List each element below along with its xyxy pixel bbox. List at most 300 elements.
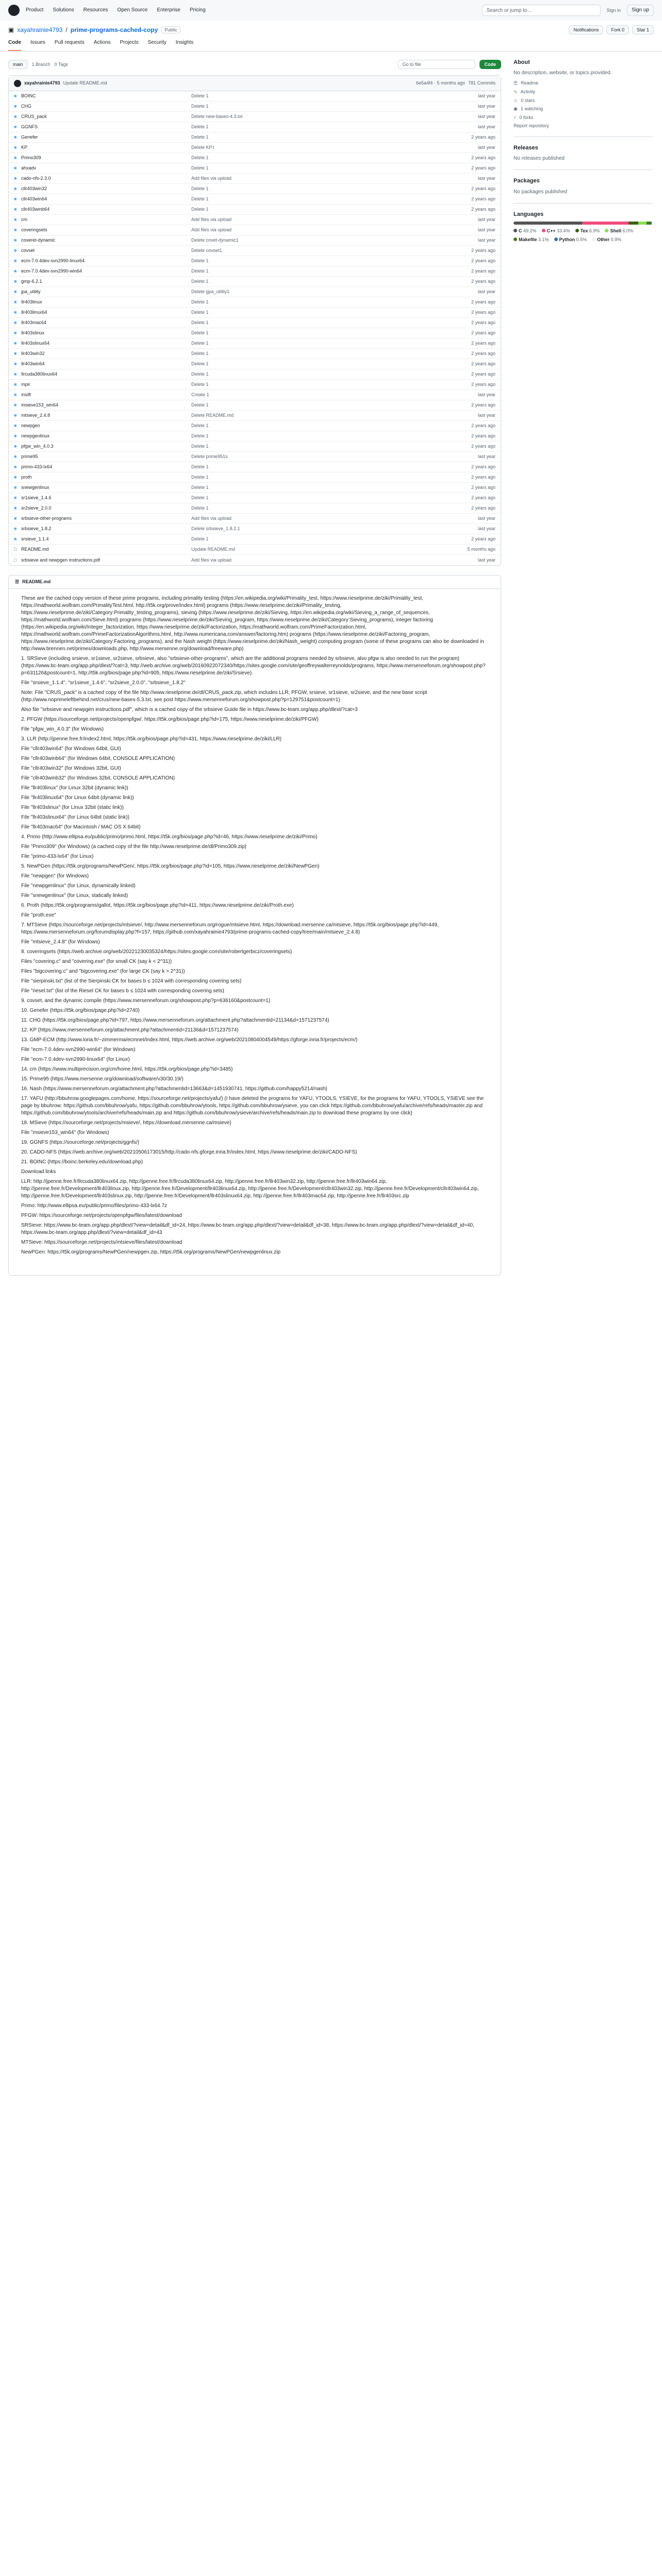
commit-age: 2 years ago: [471, 402, 495, 408]
file-name-link[interactable]: pfgw_win_4.0.3: [21, 444, 54, 449]
commit-message-link[interactable]: Delete srbsieve_1.8.2.1: [191, 526, 240, 532]
folder-icon: ■: [14, 361, 17, 367]
folder-icon: ■: [14, 474, 17, 480]
book-icon: ☰: [15, 579, 20, 585]
commit-message-link[interactable]: Add files via upload: [191, 227, 232, 233]
sign-up-button[interactable]: Sign up: [627, 5, 654, 16]
file-row: [9, 318, 501, 328]
commit-message-link[interactable]: Delete 1: [191, 134, 209, 140]
commit-message-link[interactable]: Add files via upload: [191, 176, 232, 181]
folder-icon: ■: [14, 155, 17, 161]
language-name: Shell: [610, 228, 623, 234]
language-bar-segment: [647, 222, 651, 225]
commit-age: 2 years ago: [471, 505, 495, 511]
language-dot-icon: [514, 229, 517, 232]
readme-paragraph: File "msieve153_win64" (for Windows): [21, 1130, 109, 1136]
commit-message-link[interactable]: Delete 1: [191, 310, 209, 315]
file-name-link[interactable]: llr403linux: [21, 299, 42, 305]
branches-link[interactable]: 1 Branch: [31, 61, 51, 67]
commit-message-link[interactable]: Delete 1: [191, 165, 209, 171]
commit-age: 2 years ago: [471, 382, 495, 387]
file-row: [9, 122, 501, 132]
file-row: [9, 246, 501, 256]
file-row: [9, 524, 501, 534]
commit-message-link[interactable]: Delete new-bases-4.3.txt: [191, 114, 243, 120]
folder-icon: ■: [14, 392, 17, 398]
file-name-link[interactable]: llr403slinux64: [21, 341, 50, 346]
commit-message-link[interactable]: Delete 1: [191, 104, 209, 109]
file-name-link[interactable]: GGNFS: [21, 124, 38, 130]
readme-paragraph: 10. Genefer (https://t5k.org/bios/page.php?id=2740): [21, 1008, 140, 1013]
readme-paragraph: File "cllr403win64" (for Windows 64bit, GUI): [21, 746, 121, 752]
file-name-link[interactable]: mtsieve_2.4.8: [21, 413, 51, 418]
folder-icon: ■: [14, 485, 17, 490]
readme-title[interactable]: README.md: [22, 579, 51, 585]
language-bar-segment: [628, 222, 638, 225]
folder-icon: ■: [14, 227, 17, 233]
folder-icon: ■: [14, 186, 17, 192]
readme-paragraph: File "sierpinski.txt" (list of the Sierpinski CK for bases b ≤ 1024 with corresponding covering sets): [21, 978, 242, 984]
file-name-link[interactable]: srbsieve and newpgen instructions.pdf: [21, 557, 101, 563]
language-name: Python: [559, 236, 576, 242]
notifications-button[interactable]: Notifications: [569, 25, 603, 35]
file-name-link[interactable]: newpgenlinux: [21, 433, 50, 439]
commit-message-link[interactable]: Delete gpa_utility1: [191, 289, 230, 295]
tab-issues[interactable]: Issues: [30, 40, 45, 45]
file-name-link[interactable]: cado-nfs-2.3.0: [21, 176, 51, 181]
commit-message-link[interactable]: Add files via upload: [191, 516, 232, 521]
commit-age: 2 years ago: [471, 361, 495, 367]
tags-link[interactable]: 0 Tags: [54, 61, 68, 67]
file-name-link[interactable]: llr403slinux: [21, 330, 45, 336]
file-name-link[interactable]: llr403mac64: [21, 320, 47, 326]
commit-message-link[interactable]: Delete 1: [191, 485, 209, 490]
readme-paragraph: Note: File "CRUS_pack" is a cached copy of the file http://www.rieselprime.de/dl/CRUS_pack.zip, which includes LLR, PFGW, srsieve, sr1sieve, sr2sieve, and the new base script (http://www.noprimeleftbehind.net/crus/new-bases-5.3.txt, see post https://www.mersenneforum.org/showpost.php?p=129751&postcount=1): [21, 690, 427, 703]
file-row: [9, 400, 501, 411]
commit-message-link[interactable]: Delete 1: [191, 330, 209, 336]
sidebar-item-label: Activity: [520, 89, 536, 94]
commit-message-link[interactable]: Delete 1: [191, 268, 209, 274]
readme-paragraph: Also file "srbsieve and newpgen instructions.pdf", which is a cached copy of the srbsieve Guide file in https://www.bc-team.org/app.php/dlext/?cat=3: [21, 707, 358, 713]
file-row: [9, 174, 501, 184]
file-row: [9, 132, 501, 143]
file-name-link[interactable]: snewgenlinux: [21, 485, 49, 490]
language-percent: 6.9%: [589, 228, 600, 234]
file-name-link[interactable]: cllr403win64: [21, 196, 47, 202]
folder-icon: ■: [14, 423, 17, 429]
language-bar: [514, 222, 653, 225]
commit-message-link[interactable]: Delete KP.t: [191, 145, 214, 150]
commit-message-link[interactable]: Delete 1: [191, 505, 209, 511]
sidebar-item-label: 1 watching: [520, 106, 543, 112]
folder-icon: ■: [14, 238, 17, 243]
commit-message-link[interactable]: Delete 1: [191, 320, 209, 326]
commit-message-link[interactable]: Delete 1: [191, 186, 209, 192]
avatar[interactable]: [14, 80, 21, 87]
commit-message-link[interactable]: Delete 1: [191, 474, 209, 480]
commit-message-link[interactable]: Delete 1: [191, 371, 209, 377]
commit-age: 2 years ago: [471, 299, 495, 305]
folder-icon: ■: [14, 217, 17, 223]
readme-paragraph: 9. covset, and the dynamic compile (https://www.mersenneforum.org/showpost.php?p=636160&postcount=1): [21, 998, 271, 1004]
folder-icon: ■: [14, 268, 17, 274]
file-name-link[interactable]: llr403win32: [21, 351, 45, 357]
file-name-link[interactable]: llr403win64: [21, 361, 45, 367]
activity-link[interactable]: [514, 89, 653, 95]
file-row: [9, 235, 501, 246]
file-table: [8, 75, 501, 566]
readme-body: [9, 589, 501, 1265]
readme-paragraph: File "pfgw_win_4.0.3" (for Windows): [21, 726, 104, 732]
language-dot-icon: [592, 238, 595, 241]
folder-icon: ■: [14, 371, 17, 377]
search-input[interactable]: Search or jump to...: [482, 5, 601, 16]
file-name-link[interactable]: mpir: [21, 382, 30, 387]
readme-paragraph: File "cllr403winb32" (for Windows 32bit, CONSOLE APPLICATION): [21, 775, 175, 781]
folder-icon: ■: [14, 196, 17, 202]
tab-security[interactable]: Security: [147, 40, 167, 45]
commit-age: 2 years ago: [471, 207, 495, 212]
commit-message-link[interactable]: Delete 1: [191, 464, 209, 470]
file-row: [9, 545, 501, 555]
report-link[interactable]: [514, 123, 653, 129]
file-name-link[interactable]: newpgen: [21, 423, 40, 429]
commit-age: 2 years ago: [471, 464, 495, 470]
language-item[interactable]: [605, 228, 633, 234]
commit-message-link[interactable]: Delete 1: [191, 495, 209, 501]
commit-age: last year: [477, 238, 495, 243]
repo-tabs: [0, 39, 662, 52]
sidebar-item-label: Readme: [521, 80, 539, 86]
file-row: [9, 91, 501, 101]
code-button[interactable]: Code: [479, 60, 502, 70]
language-name: Other: [597, 236, 611, 242]
readme-paragraph: 12. KP (https://www.mersenneforum.org/attachment.php?attachmentid=21136&d=1571237574): [21, 1027, 239, 1033]
commit-message-link[interactable]: Delete covset1: [191, 248, 222, 253]
commit-message-link[interactable]: Delete 1: [191, 433, 209, 439]
nav-item[interactable]: Enterprise: [157, 7, 180, 13]
commit-message-link[interactable]: Delete 1: [191, 258, 209, 264]
file-name-link[interactable]: README.md: [21, 547, 49, 552]
readme-paragraph: 19. GGNFS (https://sourceforge.net/projects/ggnfs/): [21, 1140, 139, 1145]
folder-icon: ■: [14, 433, 17, 439]
file-name-link[interactable]: gmp-6.2.1: [21, 279, 42, 284]
visibility-badge: Public: [161, 26, 181, 34]
file-name-link[interactable]: jpa_utility: [21, 289, 41, 295]
commit-age: 2 years ago: [471, 165, 495, 171]
file-name-link[interactable]: cllr403winb64: [21, 207, 50, 212]
repo-icon: ▣: [8, 26, 14, 33]
file-row: [9, 287, 501, 297]
language-dot-icon: [605, 229, 608, 232]
readme-paragraph: File "newpgenlinux" (for Linux, dynamically linked): [21, 883, 136, 889]
readme-paragraph: NewPGen: https://t5k.org/programs/NewPGen/newpgen.zip, https://t5k.org/programs/NewPGen/newpgenlinux.zip: [21, 1249, 281, 1255]
commit-age: last year: [477, 217, 495, 223]
main-column: [8, 59, 501, 1276]
commit-message-link[interactable]: Add files via upload: [191, 217, 232, 223]
readme-paragraph: Primo: http://www.ellipsa.eu/public/primo/files/primo-433-lx64.7z: [21, 1203, 167, 1209]
readme-paragraph: 2. PFGW (https://sourceforge.net/projects/openpfgw/, https://t5k.org/bios/page.php?id=175, https://www.rieselprime.de/ziki/PFGW): [21, 717, 319, 722]
commit-age: last year: [477, 526, 495, 532]
file-row: [9, 421, 501, 431]
global-nav: [26, 7, 206, 14]
readme-paragraph: File "proth.exe": [21, 912, 56, 918]
commit-age: 2 years ago: [471, 330, 495, 336]
tab-projects[interactable]: Projects: [120, 40, 139, 45]
language-item[interactable]: [514, 228, 537, 234]
commit-message-link[interactable]: Delete 1: [191, 155, 209, 161]
readme-paragraph: 1. SRSieve (including srsieve, sr1sieve, sr2sieve, srbsieve, also "srbsieve-other-programs", which are the additional programs needed by srbsieve, also pfgw is also needed to run the program) (https://www.bc-team.org/app.php/dlext/?cat=3, http://web.archive.org/web/20160922072340/https://sites.google.com/site/geoffreywalterreynolds/programs, https://www.mersenneforum.org/showpost.php?p=631126&postcount=1, http://t5k.org/bios/page.php?id=905, https://www.rieselprime.de/ziki/Srsieve).: [21, 656, 486, 676]
file-name-link[interactable]: llrcuda380linux64: [21, 371, 58, 377]
folder-icon: ■: [14, 413, 17, 418]
file-name-link[interactable]: KP: [21, 145, 28, 150]
file-name-link[interactable]: msift: [21, 392, 31, 398]
language-item[interactable]: [514, 236, 549, 243]
commit-message-link[interactable]: Delete 1: [191, 196, 209, 202]
readme-paragraph: File "primo-433-lx64" (for Linux): [21, 854, 94, 859]
watching-link[interactable]: [514, 106, 653, 112]
commit-age: last year: [477, 93, 495, 99]
commit-message-link[interactable]: Delete 1: [191, 402, 209, 408]
commit-age: last year: [477, 114, 495, 120]
readme-paragraph: 4. Primo (http://www.ellipsa.eu/public/primo/primo.html, https://t5k.org/bios/page.php?id=46, https://www.rieselprime.de/ziki/Primo): [21, 834, 318, 840]
sign-in-link[interactable]: Sign in: [606, 7, 621, 13]
readme-paragraph: 3. LLR (http://jpenne.free.fr/index2.html, https://t5k.org/bios/page.php?id=431, https://www.rieselprime.de/ziki/LLR): [21, 736, 282, 742]
file-row: [9, 112, 501, 122]
tab-actions[interactable]: Actions: [93, 40, 111, 45]
readme-paragraph: File "snewgenlinux" (for Linux, statically linked): [21, 893, 128, 899]
file-name-link[interactable]: srbsieve_1.8.2: [21, 526, 52, 532]
repo-actions: [569, 25, 654, 35]
star-icon: ☆: [514, 97, 518, 103]
divider: [514, 203, 653, 204]
nav-item[interactable]: Solutions: [53, 7, 74, 13]
commit-message-link[interactable]: Delete 1: [191, 299, 209, 305]
commit-message-link[interactable]: Delete 1: [191, 351, 209, 357]
folder-icon: ■: [14, 299, 17, 305]
commit-age: 2 years ago: [471, 320, 495, 326]
readme-paragraph: Files "covering.c" and "covering.exe" (for small CK (say k < 2^31)): [21, 959, 172, 964]
language-percent: 49.2%: [523, 228, 537, 234]
sidebar: [514, 59, 653, 1276]
commit-age: 2 years ago: [471, 495, 495, 501]
commit-age: last year: [477, 176, 495, 181]
file-rows: [9, 91, 501, 565]
folder-icon: ■: [14, 310, 17, 315]
tab-pull-requests[interactable]: Pull requests: [54, 40, 85, 45]
commit-age: 2 years ago: [471, 134, 495, 140]
fork-button[interactable]: Fork 0: [606, 25, 629, 35]
commit-message-link[interactable]: Update README.md: [191, 547, 236, 552]
commit-message[interactable]: Update README.md: [63, 80, 107, 86]
packages-heading[interactable]: Packages: [514, 178, 540, 184]
readme-paragraph: File "llr403slinux" (for Linux 32bit (static link)): [21, 805, 124, 810]
commit-age: last year: [477, 516, 495, 521]
file-name-link[interactable]: primo-433-lx64: [21, 464, 53, 470]
file-row: [9, 431, 501, 442]
forks-link[interactable]: [514, 114, 653, 121]
file-row: [9, 338, 501, 349]
file-name-link[interactable]: CHG: [21, 104, 31, 109]
stars-link[interactable]: [514, 97, 653, 104]
file-name-link[interactable]: Primo309: [21, 155, 41, 161]
commit-message-link[interactable]: Delete 1: [191, 207, 209, 212]
readme-paragraph: File "llr403mac64" (for Macintosh / MAC OS X 64bit): [21, 824, 141, 830]
readme-paragraph: MTSieve: https://sourceforge.net/projects/mtsieve/files/latest/download: [21, 1240, 183, 1245]
readme-link[interactable]: [514, 80, 653, 87]
readme-paragraph: 21. BOINC (https://boinc.berkeley.edu/download.php): [21, 1159, 143, 1165]
file-row: [9, 390, 501, 400]
commit-message-link[interactable]: Delete 1: [191, 93, 209, 99]
folder-icon: ■: [14, 165, 17, 171]
file-row: [9, 514, 501, 524]
folder-icon: ■: [14, 464, 17, 470]
file-name-link[interactable]: sr2sieve_2.0.0: [21, 505, 52, 511]
commit-age: 2 years ago: [471, 474, 495, 480]
tab-code[interactable]: Code: [8, 39, 21, 51]
repo-name-link[interactable]: prime-programs-cached-copy: [70, 26, 158, 33]
language-percent: 6.0%: [622, 228, 633, 234]
file-name-link[interactable]: ecm-7.0.4dev-svn2990-linux64: [21, 258, 85, 264]
file-name-link[interactable]: sr1sieve_1.4.6: [21, 495, 52, 501]
file-name-link[interactable]: srbsieve-other-programs: [21, 516, 72, 521]
commit-message-link[interactable]: Create 1: [191, 392, 209, 398]
readme-paragraph: File "ecm-7.0.4dev-svn2990-linux64" (for Linux): [21, 1057, 130, 1062]
language-bar-segment: [582, 222, 628, 225]
github-logo-icon[interactable]: [8, 5, 20, 16]
file-name-link[interactable]: llr403linux64: [21, 310, 47, 315]
file-name-link[interactable]: Genefer: [21, 134, 38, 140]
file-row: [9, 534, 501, 545]
commit-message-link[interactable]: Delete 1: [191, 382, 209, 387]
commit-message-link[interactable]: Delete 1: [191, 124, 209, 130]
language-item[interactable]: [592, 236, 621, 243]
commit-age: 2 years ago: [471, 485, 495, 490]
commit-age: 2 years ago: [471, 351, 495, 357]
commit-message-link[interactable]: Delete 1: [191, 361, 209, 367]
go-to-file-input[interactable]: Go to file: [398, 60, 475, 70]
folder-icon: ■: [14, 258, 17, 264]
releases-heading[interactable]: Releases: [514, 144, 538, 151]
file-row: [9, 328, 501, 338]
folder-icon: ■: [14, 516, 17, 521]
readme-paragraph: Download links: [21, 1169, 56, 1175]
readme-paragraph: 17. YAFU (http://bbuhrow.googlepages.com/home, https://sourceforge.net/projects/yafu/) (I have deleted the programs for YAFU, YTOOLS, YSIEVE, for the programs for YAFU, YTOOLS, YSIEVE see the page by bbuhrow: https://github.com/bbuhrow/yafu, https://github.com/bbuhrow/ytools, https://github.com/bbuhrow/ysieve, you can click https://github.com/bbuhrow/yafu/archive/refs/heads/master.zip and https://github.com/bbuhrow/ytools/archive/refs/heads/main.zip and https://github.com/bbuhrow/ysieve/archive/refs/heads/main.zip to download these programs by one click): [21, 1096, 484, 1116]
file-name-link[interactable]: srsieve_1.1.4: [21, 536, 49, 542]
commit-author[interactable]: xayahrainie4793: [24, 80, 60, 86]
branch-select[interactable]: main: [8, 60, 28, 70]
commit-age: 2 years ago: [471, 341, 495, 346]
folder-icon: ■: [14, 279, 17, 284]
folder-icon: ■: [14, 526, 17, 532]
book-icon: ☰: [514, 80, 518, 86]
language-name: C: [519, 228, 523, 234]
language-percent: 33.4%: [557, 228, 570, 234]
commit-age: 2 years ago: [471, 536, 495, 542]
folder-icon: ■: [14, 104, 17, 109]
file-name-link[interactable]: ecm-7.0.4dev-svn2990-win64: [21, 268, 82, 274]
folder-icon: ■: [14, 402, 17, 408]
file-row: [9, 442, 501, 452]
file-name-link[interactable]: msieve153_win64: [21, 402, 59, 408]
language-dot-icon: [542, 229, 545, 232]
language-dot-icon: [554, 238, 558, 241]
commit-message-link[interactable]: Delete prime951s: [191, 454, 228, 460]
file-name-link[interactable]: covset: [21, 248, 35, 253]
file-name-link[interactable]: BOINC: [21, 93, 36, 99]
file-name-link[interactable]: prime95: [21, 454, 38, 460]
tab-insights[interactable]: Insights: [175, 40, 194, 45]
folder-icon: ■: [14, 351, 17, 357]
file-name-link[interactable]: cm: [21, 217, 27, 223]
readme-paragraph: File "mtsieve_2.4.8" (for Windows): [21, 939, 100, 945]
readme-paragraph: 7. MTSieve (https://sourceforge.net/projects/mtsieve/, http://www.mersenneforum.org/rogue/mtsieve.html, https://download.mersenne.ca/mtsieve, https://t5k.org/bios/page.php?id=449, https://www.mersenneforum.org/forumdisplay.php?f=157, https://github.com/xayahrainie4793/prime-programs-cached-copy/tree/main/mtsieve_2.4.8): [21, 922, 439, 935]
commit-age: last year: [477, 413, 495, 418]
file-name-link[interactable]: CRUS_pack: [21, 114, 47, 120]
folder-icon: ■: [14, 495, 17, 501]
readme-paragraph: PFGW: https://sourceforge.net/projects/openpfgw/files/latest/download: [21, 1213, 182, 1218]
language-percent: 0.9%: [610, 236, 622, 242]
commit-message-link[interactable]: Delete 1: [191, 536, 209, 542]
folder-icon: ■: [14, 330, 17, 336]
language-percent: 0.5%: [576, 236, 587, 242]
file-row: [9, 555, 501, 565]
commit-message-link[interactable]: Add files via upload: [191, 557, 232, 563]
file-name-link[interactable]: coveringsets: [21, 227, 47, 233]
commit-count[interactable]: 781 Commits: [468, 80, 495, 86]
commit-message-link[interactable]: Delete 1: [191, 279, 209, 284]
commit-hash[interactable]: 6e5a4f4 · 5 months ago: [416, 80, 465, 86]
commit-message-link[interactable]: Delete README.md: [191, 413, 234, 418]
nav-item[interactable]: Product: [26, 7, 44, 13]
folder-icon: ■: [14, 176, 17, 181]
file-row: [9, 472, 501, 483]
file-icon: □: [14, 557, 17, 563]
language-item[interactable]: [575, 228, 600, 234]
nav-item[interactable]: Resources: [83, 7, 108, 13]
commit-message-link[interactable]: Delete 1: [191, 423, 209, 429]
file-icon: □: [14, 547, 17, 552]
commit-message-link[interactable]: Delete 1: [191, 444, 209, 449]
nav-item[interactable]: Open Source: [117, 7, 148, 13]
nav-item[interactable]: Pricing: [189, 7, 206, 13]
about-description: No description, website, or topics provided.: [514, 70, 612, 76]
language-item[interactable]: [554, 236, 587, 243]
commit-message-link[interactable]: Delete covet-dynamic1: [191, 238, 239, 243]
file-name-link[interactable]: proth: [21, 474, 32, 480]
releases-empty: No releases published: [514, 156, 565, 162]
commit-age: last year: [477, 557, 495, 563]
file-name-link[interactable]: ahxadv: [21, 165, 37, 171]
folder-icon: ■: [14, 382, 17, 387]
star-button[interactable]: Star 1: [632, 25, 654, 35]
folder-icon: ■: [14, 341, 17, 346]
readme-panel: [8, 575, 501, 1276]
readme-paragraph: File "srsieve_1.1.4", "sr1sieve_1.4.6", "sr2sieve_2.0.0", "srbsieve_1.8.2": [21, 680, 186, 686]
file-name-link[interactable]: coveret-dynamic: [21, 238, 56, 243]
commit-age: 5 months ago: [467, 547, 495, 552]
file-name-link[interactable]: cllr403win32: [21, 186, 47, 192]
file-row: [9, 503, 501, 514]
commit-message-link[interactable]: Delete 1: [191, 341, 209, 346]
file-row: [9, 297, 501, 308]
readme-paragraph: 18. MSieve (https://sourceforge.net/projects/msieve/, https://download.mersenne.ca/msieve): [21, 1120, 231, 1126]
file-row: [9, 359, 501, 369]
language-item[interactable]: [542, 228, 570, 234]
fork-icon: ⑂: [514, 114, 517, 120]
repo-owner-link[interactable]: xayahrainie4793: [17, 26, 63, 33]
repo-header: [0, 21, 662, 39]
